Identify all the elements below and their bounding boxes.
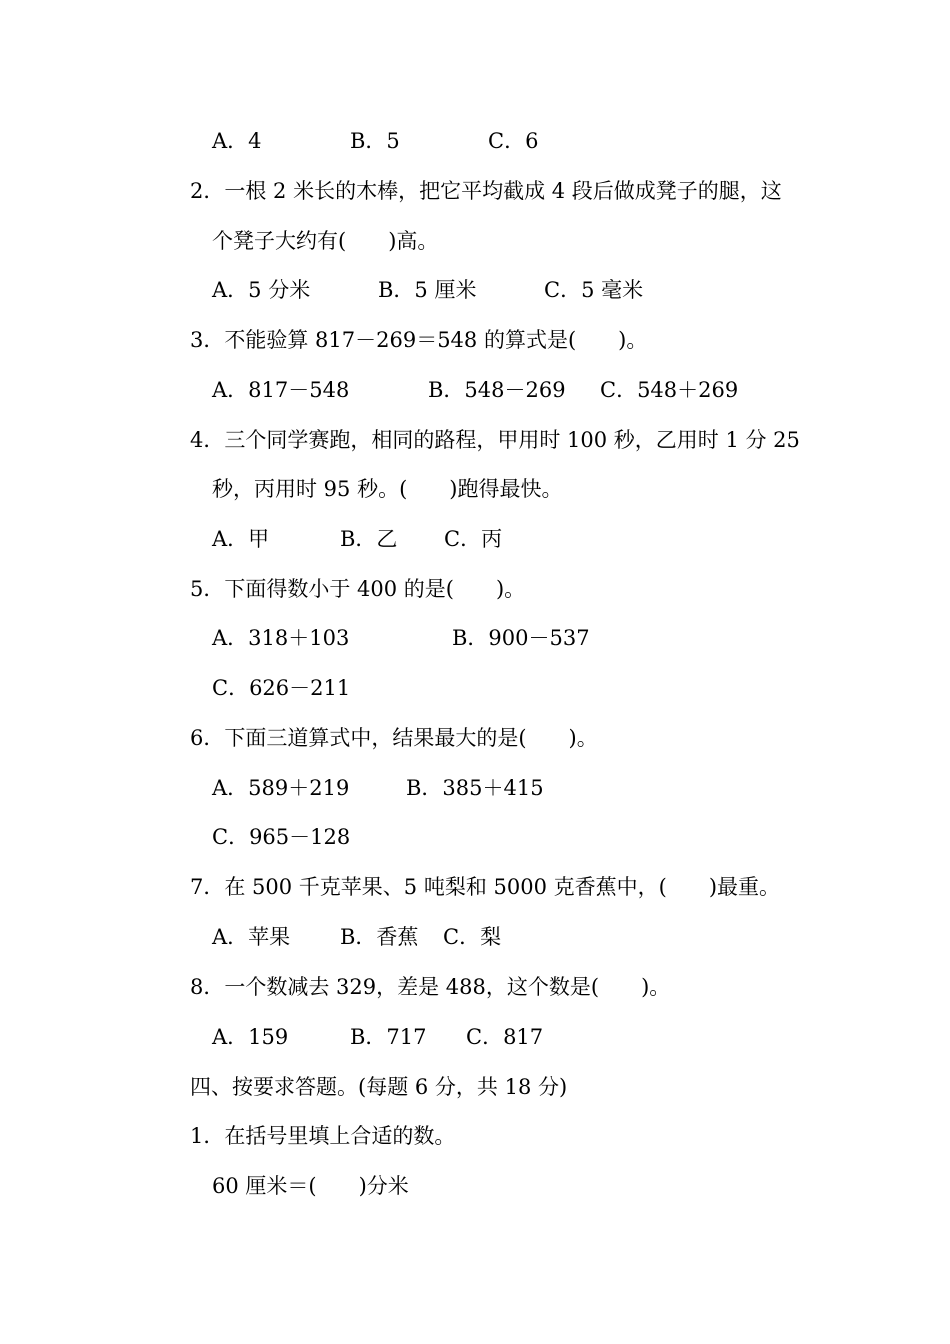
q1-option-a[interactable]: A．4 <box>212 129 262 153</box>
q8-option-b[interactable]: B．717 <box>350 1025 427 1049</box>
q2-question-line1: 2．一根 2 米长的木棒，把它平均截成 4 段后做成凳子的腿，这 <box>190 179 782 203</box>
q1-option-c[interactable]: C．6 <box>488 129 539 153</box>
section-4-heading: 四、按要求答题。(每题 6 分，共 18 分) <box>190 1075 568 1099</box>
q6-option-a[interactable]: A．589＋219 <box>212 776 350 800</box>
q6-option-c[interactable]: C．965－128 <box>212 825 351 849</box>
q3-option-c[interactable]: C．548＋269 <box>600 378 739 402</box>
q8-option-c[interactable]: C．817 <box>466 1025 544 1049</box>
q7-option-a[interactable]: A．苹果 <box>212 925 291 949</box>
q5-option-c[interactable]: C．626－211 <box>212 676 351 700</box>
q4-question-line1: 4．三个同学赛跑，相同的路程，甲用时 100 秒，乙用时 1 分 25 <box>190 428 800 452</box>
q7-option-c[interactable]: C．梨 <box>443 925 502 949</box>
section-4-q1: 1．在括号里填上合适的数。 <box>190 1124 456 1148</box>
q4-option-c[interactable]: C．丙 <box>444 527 503 551</box>
q6-question: 6．下面三道算式中，结果最大的是( )。 <box>190 726 598 750</box>
q7-question: 7．在 500 千克苹果、5 吨梨和 5000 克香蕉中，( )最重。 <box>190 875 781 899</box>
q5-question: 5．下面得数小于 400 的是( )。 <box>190 577 526 601</box>
q5-option-a[interactable]: A．318＋103 <box>212 626 350 650</box>
q3-question: 3．不能验算 817－269＝548 的算式是( )。 <box>190 328 648 352</box>
q1-option-b[interactable]: B．5 <box>350 129 400 153</box>
q8-option-a[interactable]: A．159 <box>212 1025 289 1049</box>
q2-option-b[interactable]: B．5 厘米 <box>378 278 477 302</box>
q2-option-a[interactable]: A．5 分米 <box>212 278 311 302</box>
q7-option-b[interactable]: B．香蕉 <box>340 925 419 949</box>
q4-option-b[interactable]: B．乙 <box>340 527 398 551</box>
q4-question-line2: 秒，丙用时 95 秒。( )跑得最快。 <box>212 477 563 501</box>
q2-option-c[interactable]: C．5 毫米 <box>544 278 644 302</box>
q6-option-b[interactable]: B．385＋415 <box>406 776 544 800</box>
section-4-q1-item: 60 厘米＝( )分米 <box>212 1174 409 1198</box>
q2-question-line2: 个凳子大约有( )高。 <box>212 229 439 253</box>
q5-option-b[interactable]: B．900－537 <box>452 626 590 650</box>
q3-option-b[interactable]: B．548－269 <box>428 378 566 402</box>
q3-option-a[interactable]: A．817－548 <box>212 378 350 402</box>
q8-question: 8．一个数减去 329，差是 488，这个数是( )。 <box>190 975 671 999</box>
q4-option-a[interactable]: A．甲 <box>212 527 270 551</box>
